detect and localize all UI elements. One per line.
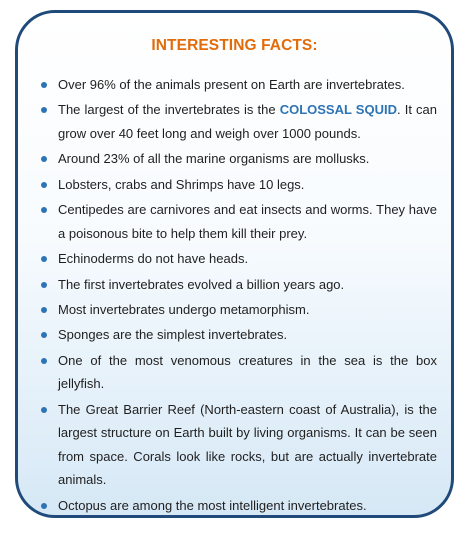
fact-item [41,494,437,518]
bullet-icon [41,407,47,413]
facts-list [41,73,437,519]
fact-text: The first invertebrates evolved a billion years ago. [58,276,345,292]
fact-item [41,147,437,171]
fact-item [41,398,437,492]
colossal-squid-highlight: COLOSSAL SQUID [279,102,397,118]
fact-item [41,323,437,347]
bullet-icon [41,82,47,88]
fact-text: Octopus are among the most intelligent invertebrates. [58,497,367,513]
fact-text: Lobsters, crabs and Shrimps have 10 legs. [58,176,305,192]
bullet-icon [41,358,47,364]
bullet-icon [41,332,47,338]
fact-item [41,298,437,322]
facts-title: INTERESTING FACTS: [151,37,318,54]
fact-item [41,349,437,396]
fact-text: Sponges are the simplest invertebrates. [58,327,288,343]
fact-item [41,247,437,271]
fact-text: Most invertebrates undergo metamorphism. [58,301,310,317]
fact-text-before: The largest of the invertebrates is the [58,102,280,118]
bullet-icon [41,256,47,262]
bullet-icon [41,207,47,213]
fact-text: Centipedes are carnivores and eat insects and worms. They have a poisonous bite to help them kill their prey. [58,202,437,241]
fact-item [41,73,437,97]
fact-item [41,173,437,197]
facts-card [15,10,454,518]
fact-text: Echinoderms do not have heads. [58,251,249,267]
fact-text: One of the most venomous creatures in the sea is the box jellyfish. [58,352,437,392]
fact-item [41,98,437,145]
bullet-icon [41,156,47,162]
fact-text: Over 96% of the animals present on Earth are invertebrates. [58,77,405,92]
bullet-icon [41,182,47,188]
fact-item [41,198,437,245]
bullet-icon [41,107,47,113]
bullet-icon [41,282,47,288]
fact-text-after: . It can grow over 40 feet long and weigh over 1000 pounds. [58,102,437,141]
fact-text: The Great Barrier Reef (North-eastern coast of Australia), is the largest structure on Earth built by living organisms. It can be seen from space. Corals look like rocks, but are actually invertebrate animals. [58,401,437,488]
bullet-icon [41,307,47,313]
fact-item [41,273,437,297]
bullet-icon [41,503,47,509]
fact-text: Around 23% of all the marine organisms are mollusks. [58,151,370,167]
